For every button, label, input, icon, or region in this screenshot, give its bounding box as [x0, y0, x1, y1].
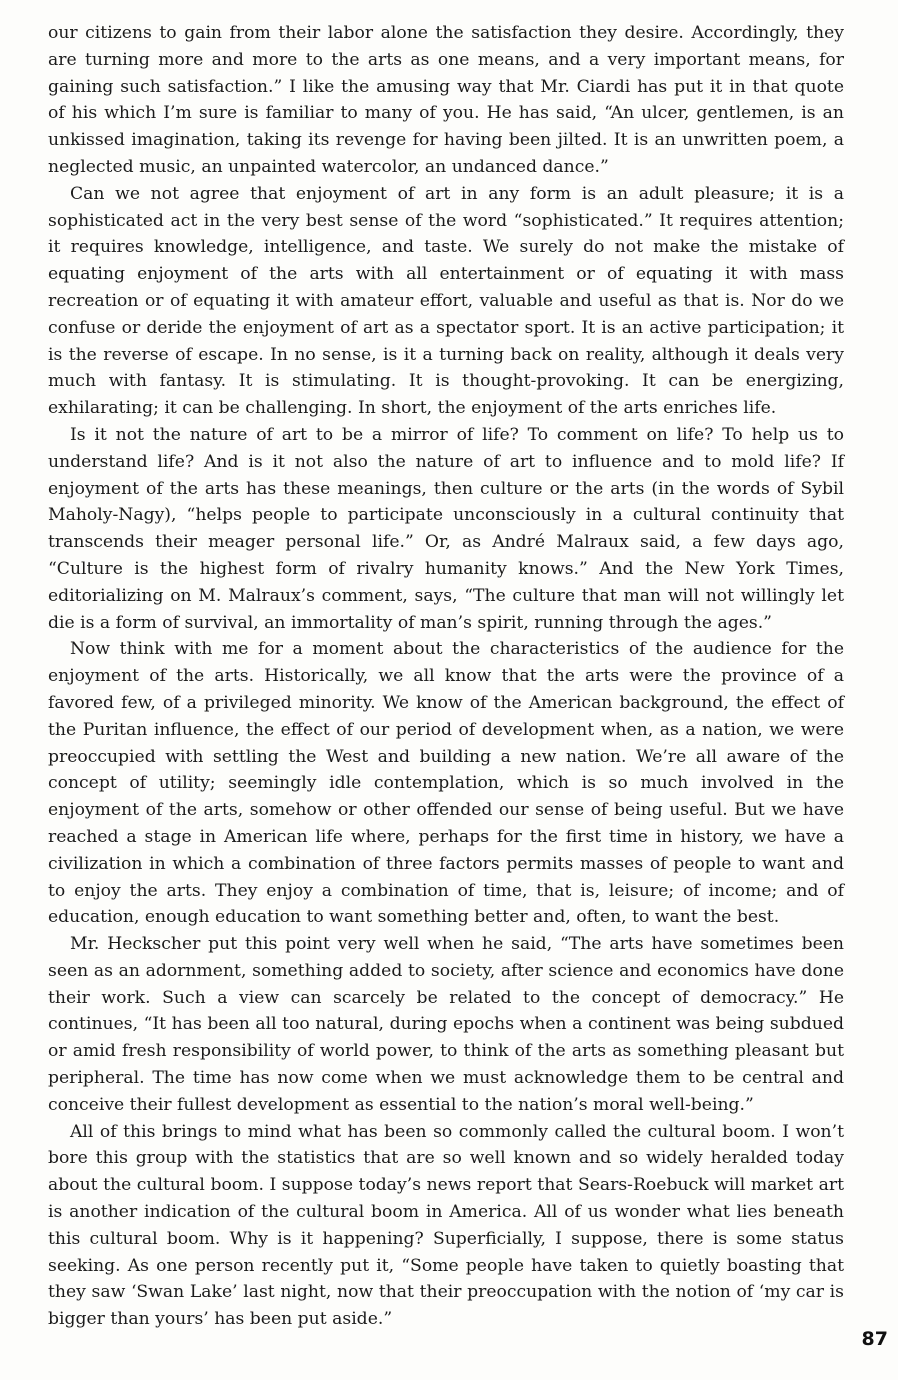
- paragraph-5: Mr. Heckscher put this point very well when he said, “The arts have sometimes been seen as an adornment, something added to society, after science and economics have done their work. Such a view can scarcely be related to the concept of democracy.” He continues, “It has been all too natural, during epochs when a continent was being subdued or amid fresh responsibility of world power, to think of the arts as something pleasant but peripheral. The time has now come when we must acknowledge them to be central and conceive their fullest development as essential to the nation’s moral well-being.”: [48, 934, 844, 1115]
- paragraph-1: our citizens to gain from their labor alone the satisfaction they desire. Accordingly, they are turning more and more to the arts as one means, and a very important means, for gaining such satisfaction.” I like the amusing way that Mr. Ciardi has put it in that quote of his which I’m sure is familiar to many of you. He has said, “An ulcer, gentlemen, is an unkissed imagination, taking its revenge for having been jilted. It is an unwritten poem, a neglected music, an unpainted watercolor, an undanced dance.”: [48, 23, 844, 177]
- paragraph-4: Now think with me for a moment about the characteristics of the audience for the enjoyment of the arts. Historically, we all know that the arts were the province of a favored few, of a privileged minority. We know of the American background, the effect of the Puritan influence, the effect of our period of development when, as a nation, we were preoccupied with settling the West and building a new nation. We’re all aware of the concept of utility; seemingly idle contemplation, which is so much involved in the enjoyment of the arts, somehow or other offended our sense of being useful. But we have reached a stage in American life where, perhaps for the first time in history, we have a civilization in which a combination of three factors permits masses of people to want and to enjoy the arts. They enjoy a combination of time, that is, leisure; of income; and of education, enough education to want something better and, often, to want the best.: [48, 639, 844, 928]
- page-number: 87: [861, 1328, 888, 1350]
- paragraph-6: All of this brings to mind what has been so commonly called the cultural boom. I won’t bore this group with the statistics that are so well known and so widely heralded today about the cultural boom. I suppose today’s news report that Sears-Roebuck will market art is another indication of the cultural boom in America. All of us wonder what lies beneath this cultural boom. Why is it happening? Superficially, I suppose, there is some status seeking. As one person recently put it, “Some people have taken to quietly boasting that they saw ‘Swan Lake’ last night, now that their preoccupation with the notion of ‘my car is bigger than yours’ has been put aside.”: [48, 1121, 844, 1330]
- paragraph-3: Is it not the nature of art to be a mirror of life? To comment on life? To help us to understand life? And is it not also the nature of art to influence and to mold life? If enjoyment of the arts has these meanings, then culture or the arts (in the words of Sybil Maholy-Nagy), “helps people to participate unconsciously in a cultural continuity that transcends their meager personal life.” Or, as André Malraux said, a few days ago, “Culture is the highest form of rivalry humanity knows.” And the New York Times, editorializing on M. Malraux’s comment, says, “The culture that man will not willingly let die is a form of survival, an immortality of man’s spirit, running through the ages.”: [48, 424, 844, 633]
- body-text: [48, 20, 844, 1333]
- paragraph-2: Can we not agree that enjoyment of art in any form is an adult pleasure; it is a sophisticated act in the very best sense of the word “sophisticated.” It requires attention; it requires knowledge, intelligence, and taste. We surely do not make the mistake of equating enjoyment of the arts with all entertainment or of equating it with mass recreation or of equating it with amateur effort, valuable and useful as that is. Nor do we confuse or deride the enjoyment of art as a spectator sport. It is an active participation; it is the reverse of escape. In no sense, is it a turning back on reality, although it deals very much with fantasy. It is stimulating. It is thought-provoking. It can be energizing, exhilarating; it can be challenging. In short, the enjoyment of the arts enriches life.: [48, 183, 844, 419]
